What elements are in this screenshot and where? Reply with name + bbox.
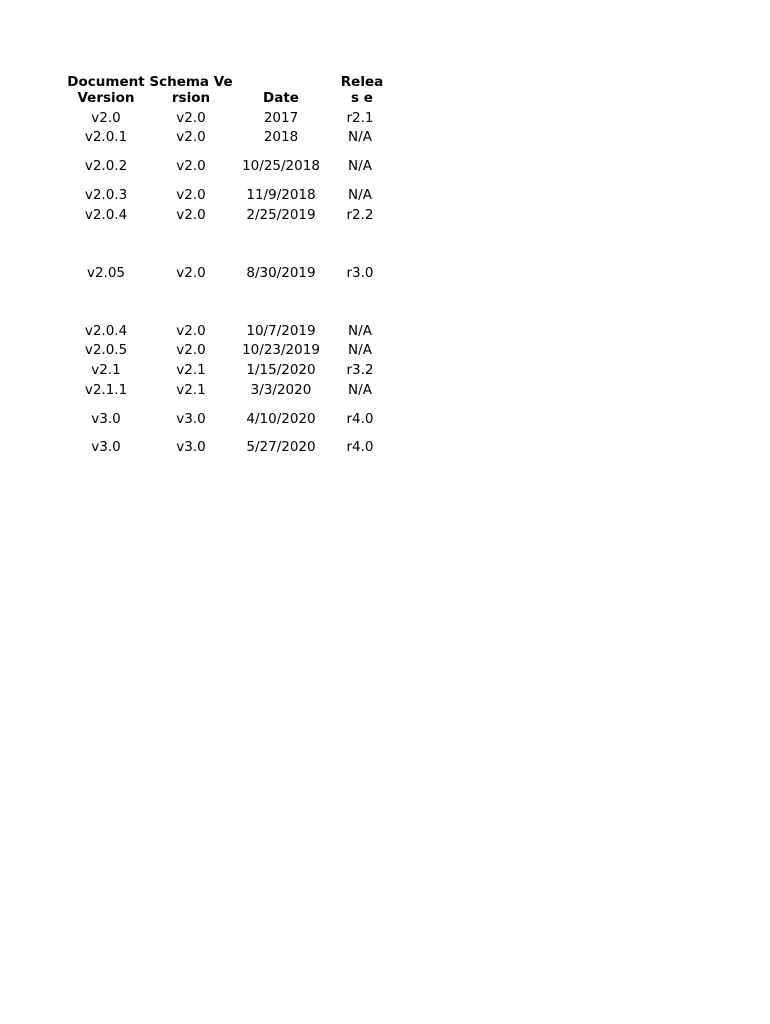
table-row [64,358,392,378]
cell-release: N/A [348,342,372,359]
cell-schema-version: v2.1 [176,361,206,378]
cell-schema-version: v2.0 [176,109,206,126]
header-schema-version: Schema Version [149,74,233,106]
cell-schema-version: v2.0 [176,206,206,223]
table-row [64,174,392,203]
cell-document-version: v2.0.4 [84,322,128,339]
cell-release: r2.2 [346,206,374,223]
cell-document-version: v2.1 [91,361,121,378]
cell-release: r4.0 [346,438,374,455]
cell-date: 2/25/2019 [246,206,316,223]
cell-release: r3.2 [346,361,374,378]
table-row [64,339,392,359]
table-header [64,73,392,106]
cell-date: 5/27/2020 [246,438,316,455]
cell-date: 4/10/2020 [246,410,316,427]
cell-release: N/A [348,322,372,339]
cell-document-version: v3.0 [91,410,121,427]
cell-schema-version: v2.0 [176,342,206,359]
cell-schema-version: v2.0 [176,158,206,175]
header-document-version: Document Version [67,74,145,106]
revision-history-table [64,73,392,455]
cell-date: 2018 [263,129,299,146]
cell-release: N/A [348,187,372,204]
cell-release: r3.0 [346,264,374,281]
cell-release: r4.0 [346,410,374,427]
cell-release: N/A [348,381,372,398]
cell-date: 1/15/2020 [246,361,316,378]
cell-document-version: v2.0.2 [84,158,128,175]
cell-schema-version: v2.0 [176,187,206,204]
cell-date: 11/9/2018 [246,187,316,204]
cell-schema-version: v3.0 [176,410,206,427]
cell-document-version: v2.05 [86,264,126,281]
cell-date: 3/3/2020 [250,381,312,398]
cell-date: 10/7/2019 [246,322,316,339]
table-row [64,203,392,223]
cell-release: N/A [348,158,372,175]
cell-document-version: v2.0.3 [84,187,128,204]
cell-date: 10/25/2018 [242,158,320,175]
header-release: Releas e [340,74,384,106]
table-row [64,281,392,339]
cell-document-version: v2.0.5 [84,342,128,359]
header-row [64,73,392,106]
cell-date: 2017 [263,109,299,126]
cell-date: 8/30/2019 [246,264,316,281]
cell-document-version: v2.0.4 [84,206,128,223]
table-row [64,145,392,174]
cell-date: 10/23/2019 [242,342,320,359]
table-row [64,398,392,427]
table-row [64,427,392,455]
cell-release: N/A [348,129,372,146]
cell-document-version: v3.0 [91,438,121,455]
cell-document-version: v2.0.1 [84,129,128,146]
table-row [64,223,392,281]
cell-schema-version: v3.0 [176,438,206,455]
cell-schema-version: v2.0 [176,264,206,281]
cell-schema-version: v2.0 [176,322,206,339]
cell-schema-version: v2.1 [176,381,206,398]
cell-schema-version: v2.0 [176,129,206,146]
table-row [64,378,392,398]
table-row [64,126,392,146]
cell-document-version: v2.1.1 [84,381,128,398]
table-row [64,106,392,126]
cell-document-version: v2.0 [91,109,121,126]
table-body [64,106,392,455]
header-date: Date [263,90,299,106]
cell-release: r2.1 [346,109,374,126]
